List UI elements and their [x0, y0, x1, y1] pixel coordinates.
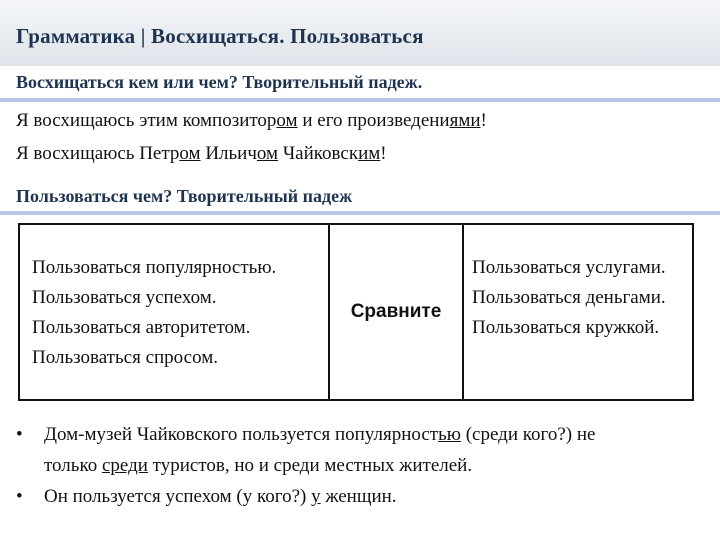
bullet-2-line — [44, 486, 397, 508]
list-item: Пользоваться популярностью. — [32, 257, 277, 278]
page-title: Грамматика | Восхищаться. Пользоваться — [16, 24, 424, 48]
ending-underlined: ями — [449, 110, 481, 131]
text-segment: Ильич — [200, 143, 257, 164]
ending-underlined: ом — [256, 143, 279, 164]
header-bar — [0, 0, 720, 67]
divider — [0, 211, 720, 215]
comparison-table — [18, 223, 694, 401]
ending-underlined: им — [358, 143, 381, 164]
compare-label: Сравните — [329, 224, 463, 400]
example-line-2 — [16, 143, 387, 165]
list-item: Пользоваться кружкой. — [472, 317, 660, 338]
list-item: Пользоваться спросом. — [32, 347, 218, 368]
text-segment: Чайковск — [278, 143, 359, 164]
bullet-icon: • — [16, 424, 23, 445]
text-segment: туристов, но и среди местных жителей. — [147, 455, 473, 476]
list-item: Пользоваться услугами. — [472, 257, 666, 278]
list-item: Пользоваться авторитетом. — [32, 317, 251, 338]
text-segment: ! — [380, 143, 387, 164]
bullet-icon: • — [16, 486, 23, 507]
section-title-2: Пользоваться чем? Творительный падеж — [16, 186, 353, 206]
ending-underlined: ом — [276, 110, 298, 131]
word-underlined: среди — [101, 455, 148, 476]
section-title-1: Восхищаться кем или чем? Творительный падеж. — [16, 72, 423, 92]
text-segment: Я восхищаюсь Петр — [16, 143, 180, 164]
text-segment: (среди кого?) не — [460, 424, 596, 445]
ending-underlined: ью — [438, 424, 461, 445]
text-segment: Дом-музей Чайковского пользуется популярност — [44, 424, 439, 445]
bullet-1-line-1 — [44, 424, 595, 446]
subtitle-bar — [0, 66, 720, 102]
text-segment: Я восхищаюсь этим композитор — [16, 110, 277, 131]
list-item: Пользоваться деньгами. — [472, 287, 666, 308]
list-item: Пользоваться успехом. — [32, 287, 217, 308]
text-segment: только — [44, 455, 102, 476]
comparison-left-cell — [19, 224, 329, 400]
text-segment: Он пользуется успехом (у кого?) — [44, 486, 312, 507]
word-underlined: у — [311, 486, 321, 507]
text-segment: женщин. — [320, 486, 397, 507]
bullet-1-line-2 — [44, 455, 472, 477]
example-line-1 — [16, 110, 487, 132]
text-segment: ! — [480, 110, 487, 131]
ending-underlined: ом — [179, 143, 201, 164]
text-segment: и его произведени — [297, 110, 450, 131]
comparison-right-cell — [463, 224, 693, 400]
